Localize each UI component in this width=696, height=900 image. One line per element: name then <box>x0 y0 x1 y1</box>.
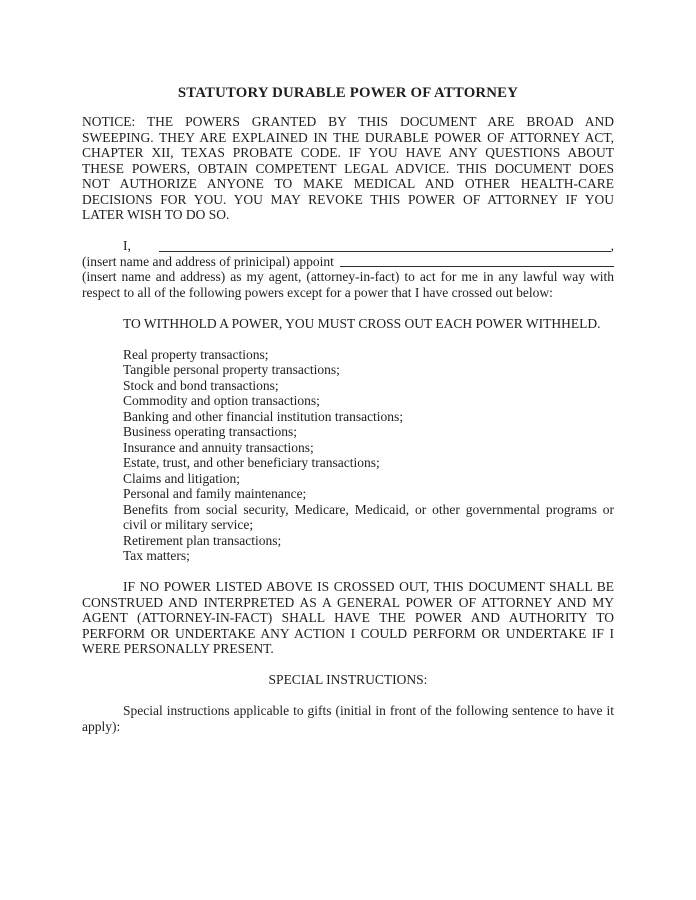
power-list-line: Real property transactions; <box>123 346 269 362</box>
text-line: (insert name and address) as my agent, (attorney-in-fact) to act for me in any lawful way with <box>82 269 614 284</box>
power-list-line: Tax matters; <box>123 548 190 563</box>
notice-paragraph <box>82 114 614 223</box>
withhold-instruction: TO WITHHOLD A POWER, YOU MUST CROSS OUT EACH POWER WITHHELD. <box>123 315 601 331</box>
power-list-line: Commodity and option transactions; <box>123 393 320 408</box>
trailing-comma: , <box>610 238 614 253</box>
power-list-line: Stock and bond transactions; <box>123 377 279 393</box>
agent-name-line <box>82 254 614 270</box>
power-list-line: Tangible personal property transactions; <box>123 362 340 377</box>
text-line: respect to all of the following powers except for a power that I have crossed out below: <box>82 284 553 300</box>
appointment-block <box>82 238 614 300</box>
i-label: I, <box>123 238 131 253</box>
text-line: AGENT (ATTORNEY-IN-FACT) SHALL HAVE THE POWER AND AUTHORITY TO <box>82 610 614 625</box>
power-list-line: civil or military service; <box>123 517 254 532</box>
text-line: NOTICE: THE POWERS GRANTED BY THIS DOCUMENT ARE BROAD AND <box>82 114 614 129</box>
text-line: PERFORM OR UNDERTAKE ANY ACTION I COULD PERFORM OR UNDERTAKE IF I <box>82 625 614 641</box>
text-line: apply): <box>82 718 121 734</box>
text-line: LATER WISH TO DO SO. <box>82 207 230 222</box>
text-line: IF NO POWER LISTED ABOVE IS CROSSED OUT, THIS DOCUMENT SHALL BE <box>123 579 614 594</box>
principal-name-line <box>82 238 614 254</box>
power-list-line: Benefits from social security, Medicare, Medicaid, or other governmental programs or <box>123 501 614 517</box>
text-line: DECISIONS FOR YOU. YOU MAY REVOKE THIS POWER OF ATTORNEY IF YOU <box>82 191 614 207</box>
text-line: WERE PERSONALLY PRESENT. <box>82 641 274 656</box>
text-line: Special instructions applicable to gifts (initial in front of the following sentence to have it <box>123 703 614 718</box>
principal-insert-label: (insert name and address of prinicipal) appoint <box>82 253 334 269</box>
agent-name-blank <box>340 254 614 268</box>
general-power-paragraph <box>82 579 614 657</box>
powers-list <box>123 347 614 564</box>
text-line: CHAPTER XII, TEXAS PROBATE CODE. IF YOU HAVE ANY QUESTIONS ABOUT <box>82 145 614 160</box>
text-line: THESE POWERS, OBTAIN COMPETENT LEGAL ADVICE. THIS DOCUMENT DOES <box>82 160 614 176</box>
gifts-instruction-paragraph <box>82 703 614 734</box>
text-line: CONSTRUED AND INTERPRETED AS A GENERAL POWER OF ATTORNEY AND MY <box>82 594 614 610</box>
power-list-line: Estate, trust, and other beneficiary transactions; <box>123 455 380 470</box>
power-list-line: Retirement plan transactions; <box>123 532 282 548</box>
power-list-line: Banking and other financial institution transactions; <box>123 408 404 424</box>
text-line: SWEEPING. THEY ARE EXPLAINED IN THE DURABLE POWER OF ATTORNEY ACT, <box>82 129 614 145</box>
principal-name-blank <box>159 238 611 252</box>
power-list-line: Personal and family maintenance; <box>123 486 307 501</box>
power-list-line: Claims and litigation; <box>123 470 240 486</box>
special-instructions-heading: SPECIAL INSTRUCTIONS: <box>268 672 428 687</box>
power-list-line: Business operating transactions; <box>123 424 297 439</box>
power-list-line: Insurance and annuity transactions; <box>123 439 314 455</box>
appointment-continuation <box>82 269 614 300</box>
text-line: NOT AUTHORIZE ANYONE TO MAKE MEDICAL AND OTHER HEALTH-CARE <box>82 176 614 191</box>
document-title: STATUTORY DURABLE POWER OF ATTORNEY <box>177 85 519 101</box>
